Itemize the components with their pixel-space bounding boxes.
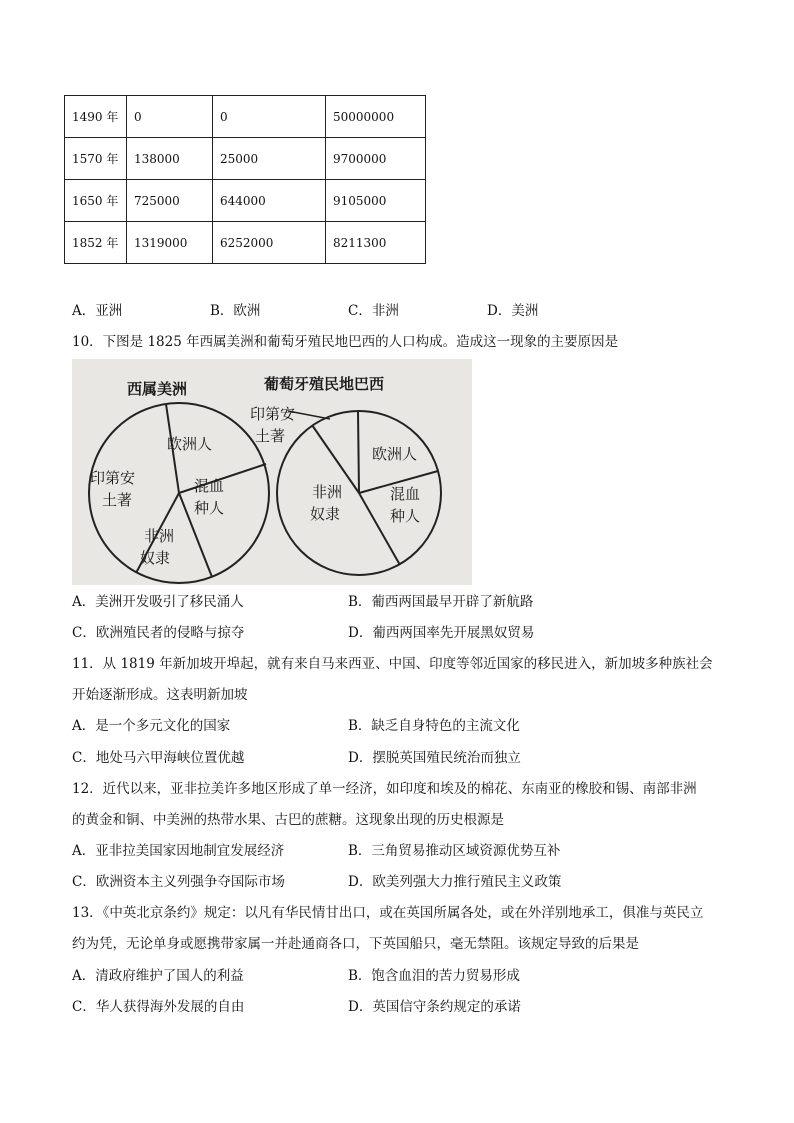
q10-option-b: B．葡西两国最早开辟了新航路 <box>348 594 534 610</box>
right-pie-divider <box>358 411 359 493</box>
table-cell-year: 1650 年 <box>65 180 127 222</box>
table-cell-year: 1852 年 <box>65 222 127 264</box>
left-label-mixed: 种人 <box>194 499 225 517</box>
table-cell: 9105000 <box>326 180 426 222</box>
left-label-native: 印第安 <box>90 469 136 487</box>
table-row <box>65 96 426 138</box>
table-cell: 50000000 <box>326 96 426 138</box>
q13-stem-cont: 约为凭，无论单身或愿携带家属一并赴通商各口，下英国船只，毫无禁阻。该规定导致的后果是 <box>72 936 639 952</box>
q13-option-d: D．英国信守条约规定的承诺 <box>348 999 521 1015</box>
left-pie-title: 西属美洲 <box>127 380 188 398</box>
q12-option-b: B．三角贸易推动区域资源优势互补 <box>348 843 561 859</box>
right-label-european: 欧洲人 <box>372 445 418 463</box>
q11-stem-cont: 开始逐渐形成。这表明新加坡 <box>72 687 248 703</box>
table-cell: 25000 <box>213 138 326 180</box>
q11-option-c: C．地处马六甲海峡位置优越 <box>72 750 245 766</box>
q12-stem-cont: 的黄金和铜、中美洲的热带水果、古巴的蔗糖。这现象出现的历史根源是 <box>72 812 504 828</box>
population-pie-figure <box>72 359 472 585</box>
table-row <box>65 180 426 222</box>
q10-option-c: C．欧洲殖民者的侵略与掠夺 <box>72 625 245 641</box>
table-cell: 8211300 <box>326 222 426 264</box>
table-row <box>65 222 426 264</box>
table-cell: 0 <box>127 96 213 138</box>
right-label-native: 印第安 <box>250 405 296 423</box>
q12-option-c: C．欧洲资本主义列强争夺国际市场 <box>72 874 285 890</box>
table-cell-year: 1490 年 <box>65 96 127 138</box>
q11-option-b: B．缺乏自身特色的主流文化 <box>348 718 520 734</box>
q12-stem: 12．近代以来，亚非拉美许多地区形成了单一经济，如印度和埃及的棉花、东南亚的橡胶和锡、南部非洲 <box>72 781 697 797</box>
right-label-mixed: 种人 <box>390 507 421 525</box>
q10-option-a: A．美洲开发吸引了移民涌人 <box>72 594 244 610</box>
q13-option-a: A．清政府维护了国人的利益 <box>72 968 244 984</box>
right-pie-divider <box>359 493 400 565</box>
left-label-native: 土著 <box>102 491 133 509</box>
q9-option-b: B．欧洲 <box>210 303 261 319</box>
q11-stem: 11．从 1819 年新加坡开埠起，就有来自马来西亚、中国、印度等邻近国家的移民进入，新加坡多种族社会 <box>72 656 713 672</box>
table-cell: 6252000 <box>213 222 326 264</box>
right-label-native: 土著 <box>255 427 286 445</box>
q12-option-d: D．欧美列强大力推行殖民主义政策 <box>348 874 562 890</box>
q11-option-d: D．摆脱英国殖民统治而独立 <box>348 750 521 766</box>
q13-option-c: C．华人获得海外发展的自由 <box>72 999 245 1015</box>
q9-option-c: C．非洲 <box>348 303 399 319</box>
left-label-mixed: 混血 <box>194 477 225 495</box>
q10-stem: 10．下图是 1825 年西属美洲和葡萄牙殖民地巴西的人口构成。造成这一现象的主要原因是 <box>72 334 619 350</box>
left-label-european: 欧洲人 <box>167 435 213 453</box>
population-table <box>64 95 426 264</box>
q12-option-a: A．亚非拉美国家因地制宜发展经济 <box>72 843 285 859</box>
q13-option-b: B．饱含血泪的苦力贸易形成 <box>348 968 520 984</box>
q13-stem: 13．《中英北京条约》规定：以凡有华民情甘出口，或在英国所属各处，或在外洋别地承工，俱准与英民立 <box>72 905 704 921</box>
pie-charts-svg <box>72 359 472 585</box>
right-pie-title: 葡萄牙殖民地巴西 <box>264 375 385 393</box>
table-cell: 725000 <box>127 180 213 222</box>
left-label-african: 非洲 <box>144 527 175 545</box>
right-label-african: 非洲 <box>312 483 343 501</box>
table-cell: 0 <box>213 96 326 138</box>
table-cell: 644000 <box>213 180 326 222</box>
table-cell: 9700000 <box>326 138 426 180</box>
right-label-mixed: 混血 <box>390 485 421 503</box>
table-cell: 138000 <box>127 138 213 180</box>
table-cell-year: 1570 年 <box>65 138 127 180</box>
q10-option-d: D．葡西两国率先开展黑奴贸易 <box>348 625 535 641</box>
q9-option-a: A．亚洲 <box>72 303 123 319</box>
table-row <box>65 138 426 180</box>
left-label-african: 奴隶 <box>140 549 171 567</box>
table-cell: 1319000 <box>127 222 213 264</box>
q9-option-d: D．美洲 <box>487 303 539 319</box>
right-label-african: 奴隶 <box>310 505 341 523</box>
q11-option-a: A．是一个多元文化的国家 <box>72 718 231 734</box>
